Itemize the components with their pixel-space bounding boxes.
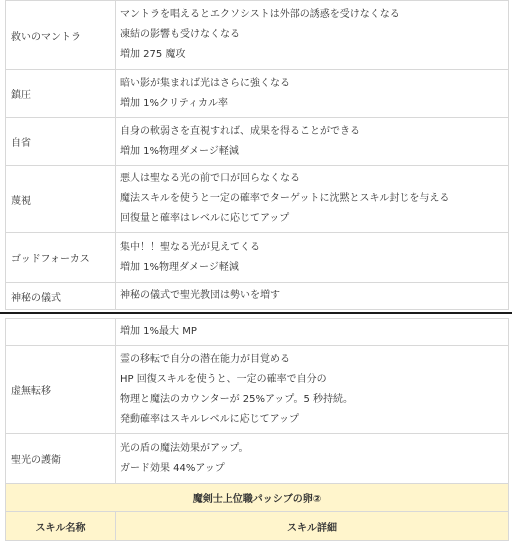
skill-detail: 集中！！聖なる光が見えてくる 増加 1%物理ダメージ軽減 [116,233,509,283]
skill-name: 神秘の儀式 [6,283,116,310]
col-header-detail: スキル詳細 [116,512,509,541]
table-row [6,70,509,118]
table-row [6,434,509,484]
col-header-name: スキル名称 [6,512,116,541]
skill-detail: 光の盾の魔法効果がアップ。 ガード効果 44%アップ [116,434,509,484]
skill-table [5,0,509,310]
skill-table-top [5,0,508,308]
table-row [6,1,509,70]
skill-detail: 霊の移転で自分の潜在能力が目覚める HP 回復スキルを使うと、一定の確率で自分の 物理と魔法のカウンターが 25%アップ。5 秒持続。 発動確率はスキルレベルに応じてアップ [116,346,509,434]
skill-name: 自省 [6,118,116,166]
table-row [6,283,509,310]
skill-name: 救いのマントラ [6,1,116,70]
table-row [6,319,509,346]
skill-detail: 悪人は聖なる光の前で口が回らなくなる 魔法スキルを使うと一定の確率でターゲットに沈黙とスキル封じを与える 回復量と確率はレベルに応じてアップ [116,166,509,233]
group-header-row [6,484,509,512]
skill-detail: 増加 1%最大 MP [116,319,509,346]
column-header-row [6,512,509,541]
table-row [6,346,509,434]
group-title: 魔剣士上位職パッシブの卵② [6,484,509,512]
page-divider [0,312,512,314]
skill-table [5,318,509,541]
table-row [6,166,509,233]
table-row [6,233,509,283]
skill-name: 虚無転移 [6,346,116,434]
skill-detail: 自身の軟弱さを直視すれば、成果を得ることができる 増加 1%物理ダメージ軽減 [116,118,509,166]
table-row [6,118,509,166]
skill-name-continued [6,319,116,346]
skill-detail: 暗い影が集まれば光はさらに強くなる 増加 1%クリティカル率 [116,70,509,118]
skill-name: ゴッドフォーカス [6,233,116,283]
skill-table-bottom [5,318,508,542]
skill-name: 蔑視 [6,166,116,233]
skill-detail: マントラを唱えるとエクソシストは外部の誘惑を受けなくなる 凍結の影響も受けなくなる 増加 275 魔攻 [116,1,509,70]
skill-name: 聖光の護衛 [6,434,116,484]
skill-name: 鎮圧 [6,70,116,118]
skill-detail: 神秘の儀式で聖光教団は勢いを増す [116,283,509,310]
